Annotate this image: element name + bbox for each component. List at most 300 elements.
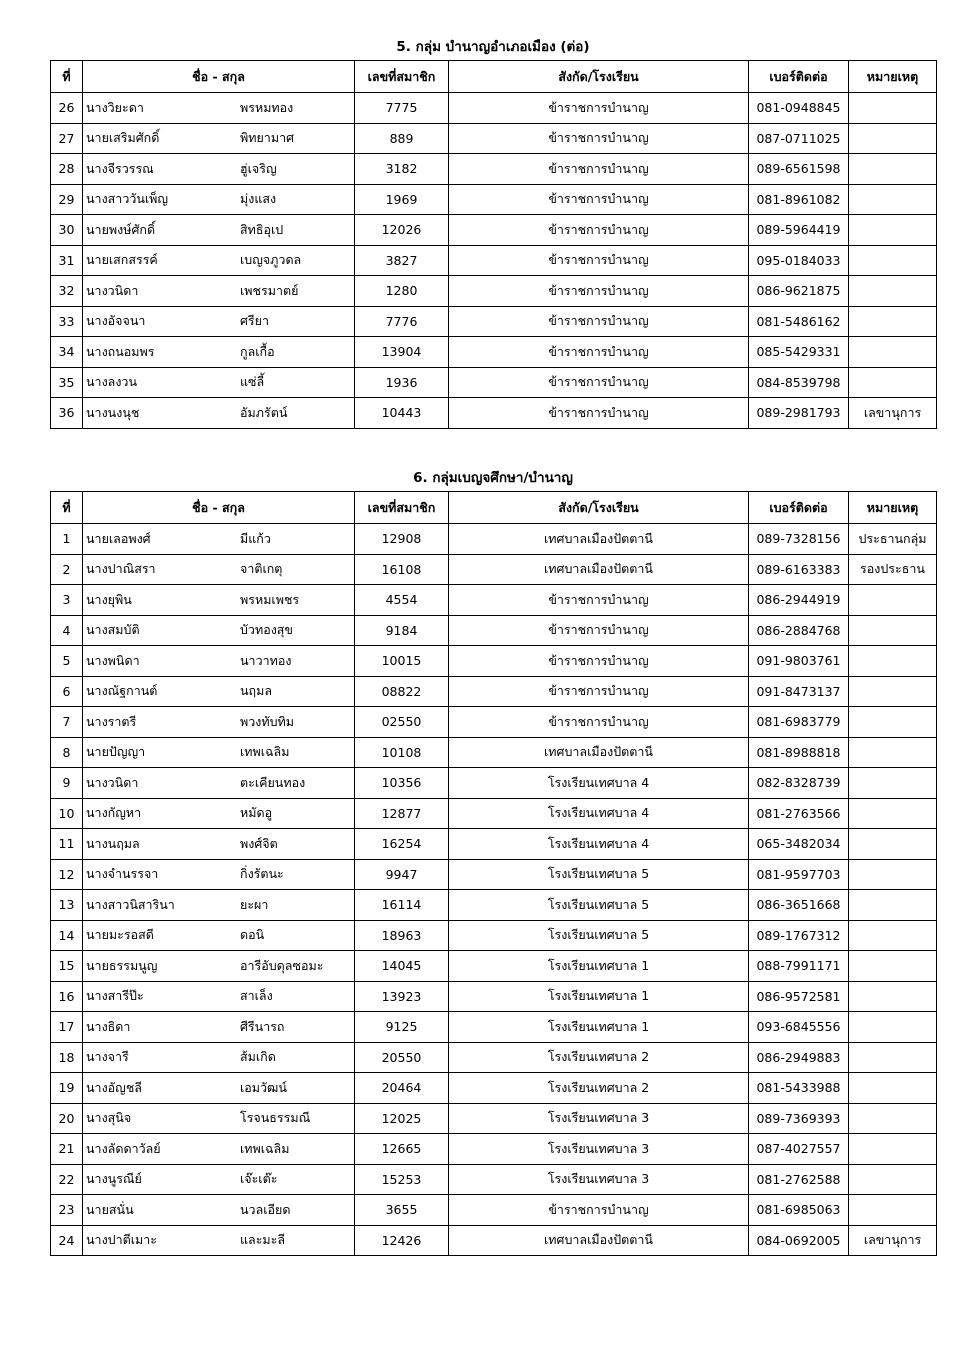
cell-name (83, 798, 355, 829)
first-name: นางสุนิจ (86, 1110, 132, 1126)
table-row (51, 920, 937, 951)
table-row (51, 215, 937, 246)
cell-note (849, 215, 937, 246)
cell-name (83, 1042, 355, 1073)
cell-note (849, 737, 937, 768)
cell-note (849, 829, 937, 860)
last-name: มีแก้ว (240, 530, 271, 546)
cell-no: 22 (51, 1164, 83, 1195)
cell-phone: 091-8473137 (749, 676, 849, 707)
cell-note (849, 1195, 937, 1226)
last-name: เอมวัฒน์ (240, 1079, 287, 1095)
first-name: นางอัจจนา (86, 313, 146, 329)
cell-no: 3 (51, 585, 83, 616)
cell-no: 9 (51, 768, 83, 799)
last-name: จาติเกตุ (240, 561, 283, 577)
last-name: อารีอับดุลซอมะ (240, 957, 324, 973)
first-name: นายสนั่น (86, 1201, 134, 1217)
cell-phone: 089-2981793 (749, 398, 849, 429)
cell-note (849, 1073, 937, 1104)
cell-affiliation: โรงเรียนเทศบาล 5 (449, 890, 749, 921)
cell-name (83, 585, 355, 616)
table-body (51, 524, 937, 1256)
cell-name (83, 215, 355, 246)
cell-affiliation: ข้าราชการบำนาญ (449, 123, 749, 154)
cell-note (849, 276, 937, 307)
cell-name (83, 1225, 355, 1256)
first-name: นางอัญชลี (86, 1079, 142, 1095)
cell-affiliation: โรงเรียนเทศบาล 4 (449, 798, 749, 829)
cell-name (83, 93, 355, 124)
cell-note (849, 123, 937, 154)
cell-note (849, 1042, 937, 1073)
cell-name (83, 554, 355, 585)
cell-name (83, 367, 355, 398)
header-member-id: เลขที่สมาชิก (355, 61, 449, 93)
cell-member-id: 15253 (355, 1164, 449, 1195)
cell-phone: 081-8988818 (749, 737, 849, 768)
cell-no: 16 (51, 981, 83, 1012)
cell-affiliation: ข้าราชการบำนาญ (449, 615, 749, 646)
cell-note (849, 981, 937, 1012)
cell-phone: 081-0948845 (749, 93, 849, 124)
header-name: ชื่อ - สกุล (83, 492, 355, 524)
cell-member-id: 20464 (355, 1073, 449, 1104)
member-table (50, 491, 937, 1256)
cell-no: 4 (51, 615, 83, 646)
cell-no: 23 (51, 1195, 83, 1226)
last-name: พิทยามาศ (240, 130, 295, 146)
first-name: นางพนิดา (86, 652, 140, 668)
cell-member-id: 16108 (355, 554, 449, 585)
cell-no: 7 (51, 707, 83, 738)
cell-phone: 081-6985063 (749, 1195, 849, 1226)
cell-phone: 089-5964419 (749, 215, 849, 246)
table-body (51, 93, 937, 429)
cell-name (83, 398, 355, 429)
cell-affiliation: ข้าราชการบำนาญ (449, 1195, 749, 1226)
first-name: นายมะรอสดี (86, 927, 154, 943)
last-name: พรหมเพชร (240, 591, 300, 607)
cell-member-id: 7776 (355, 306, 449, 337)
table-row (51, 585, 937, 616)
cell-member-id: 14045 (355, 951, 449, 982)
header-phone: เบอร์ติดต่อ (749, 492, 849, 524)
cell-member-id: 13904 (355, 337, 449, 368)
cell-note: เลขานุการ (849, 398, 937, 429)
last-name: กูลเกื้อ (240, 343, 275, 359)
cell-no: 27 (51, 123, 83, 154)
last-name: พวงทับทิม (240, 713, 295, 729)
cell-note (849, 337, 937, 368)
first-name: นางกัญหา (86, 805, 142, 821)
last-name: สิทธิอุเป (240, 221, 284, 237)
cell-name (83, 337, 355, 368)
cell-member-id: 889 (355, 123, 449, 154)
cell-name (83, 859, 355, 890)
cell-affiliation: ข้าราชการบำนาญ (449, 398, 749, 429)
cell-no: 6 (51, 676, 83, 707)
first-name: นางปาณิสรา (86, 561, 156, 577)
cell-affiliation: โรงเรียนเทศบาล 3 (449, 1134, 749, 1165)
first-name: นางลัดดาวัลย์ (86, 1140, 161, 1156)
cell-note (849, 798, 937, 829)
first-name: นางจารี (86, 1049, 129, 1065)
cell-name (83, 615, 355, 646)
table-row (51, 554, 937, 585)
cell-no: 31 (51, 245, 83, 276)
cell-affiliation: โรงเรียนเทศบาล 3 (449, 1164, 749, 1195)
cell-phone: 081-5433988 (749, 1073, 849, 1104)
table-row (51, 367, 937, 398)
cell-no: 18 (51, 1042, 83, 1073)
cell-affiliation: ข้าราชการบำนาญ (449, 337, 749, 368)
table-row (51, 768, 937, 799)
cell-note (849, 1134, 937, 1165)
cell-name (83, 920, 355, 951)
last-name: นาวาทอง (240, 652, 292, 668)
table-row (51, 829, 937, 860)
cell-affiliation: โรงเรียนเทศบาล 2 (449, 1042, 749, 1073)
cell-note (849, 920, 937, 951)
table-row (51, 1164, 937, 1195)
first-name: นายเสริมศักดิ์ (86, 130, 160, 146)
cell-no: 17 (51, 1012, 83, 1043)
table-row (51, 306, 937, 337)
cell-note (849, 859, 937, 890)
table-row (51, 1073, 937, 1104)
cell-name (83, 123, 355, 154)
cell-no: 11 (51, 829, 83, 860)
cell-affiliation: โรงเรียนเทศบาล 2 (449, 1073, 749, 1104)
cell-no: 26 (51, 93, 83, 124)
first-name: นางราตรี (86, 713, 137, 729)
header-affiliation: สังกัด/โรงเรียน (449, 61, 749, 93)
cell-name (83, 1195, 355, 1226)
cell-member-id: 1280 (355, 276, 449, 307)
cell-affiliation: ข้าราชการบำนาญ (449, 215, 749, 246)
cell-member-id: 12665 (355, 1134, 449, 1165)
cell-affiliation: ข้าราชการบำนาญ (449, 585, 749, 616)
cell-phone: 086-9572581 (749, 981, 849, 1012)
cell-phone: 081-5486162 (749, 306, 849, 337)
cell-phone: 087-0711025 (749, 123, 849, 154)
cell-name (83, 1073, 355, 1104)
table-row (51, 798, 937, 829)
cell-affiliation: ข้าราชการบำนาญ (449, 245, 749, 276)
cell-no: 14 (51, 920, 83, 951)
cell-no: 33 (51, 306, 83, 337)
last-name: บัวทองสุข (240, 622, 293, 638)
cell-name (83, 245, 355, 276)
cell-phone: 089-7369393 (749, 1103, 849, 1134)
cell-phone: 095-0184033 (749, 245, 849, 276)
cell-affiliation: โรงเรียนเทศบาล 4 (449, 829, 749, 860)
cell-phone: 065-3482034 (749, 829, 849, 860)
cell-member-id: 3827 (355, 245, 449, 276)
header-note: หมายเหตุ (849, 492, 937, 524)
cell-no: 21 (51, 1134, 83, 1165)
cell-affiliation: โรงเรียนเทศบาล 1 (449, 1012, 749, 1043)
cell-member-id: 10443 (355, 398, 449, 429)
table-header-row (51, 61, 937, 93)
section-group-6 (50, 466, 936, 1256)
cell-member-id: 7775 (355, 93, 449, 124)
table-row (51, 1134, 937, 1165)
cell-note (849, 93, 937, 124)
cell-name (83, 1012, 355, 1043)
table-row (51, 646, 937, 677)
last-name: กิ่งรัตนะ (240, 866, 284, 882)
cell-no: 15 (51, 951, 83, 982)
table-row (51, 859, 937, 890)
section-title: 5. กลุ่ม บำนาญอำเภอเมือง (ต่อ) (396, 39, 590, 55)
cell-name (83, 951, 355, 982)
cell-phone: 086-3651668 (749, 890, 849, 921)
cell-name (83, 524, 355, 555)
member-table (50, 60, 937, 429)
cell-note (849, 890, 937, 921)
first-name: นายเสกสรรค์ (86, 252, 158, 268)
table-row (51, 951, 937, 982)
first-name: นางสารีป๊ะ (86, 988, 144, 1004)
first-name: นางวนิดา (86, 774, 139, 790)
last-name: เพชรมาตย์ (240, 282, 299, 298)
cell-note (849, 367, 937, 398)
first-name: นางจีรวรรณ (86, 160, 154, 176)
table-row (51, 707, 937, 738)
first-name: นางวิยะดา (86, 99, 144, 115)
cell-affiliation: โรงเรียนเทศบาล 4 (449, 768, 749, 799)
cell-phone: 081-9597703 (749, 859, 849, 890)
cell-member-id: 4554 (355, 585, 449, 616)
table-row (51, 1103, 937, 1134)
table-row (51, 184, 937, 215)
cell-affiliation: เทศบาลเมืองปัตตานี (449, 554, 749, 585)
first-name: นายเลอพงศ์ (86, 530, 151, 546)
table-row (51, 737, 937, 768)
cell-no: 1 (51, 524, 83, 555)
cell-member-id: 9125 (355, 1012, 449, 1043)
cell-note (849, 585, 937, 616)
section-title: 6. กลุ่มเบญจศึกษา/บำนาญ (413, 470, 573, 486)
cell-name (83, 676, 355, 707)
cell-note (849, 768, 937, 799)
cell-note (849, 245, 937, 276)
cell-affiliation: เทศบาลเมืองปัตตานี (449, 1225, 749, 1256)
cell-affiliation: เทศบาลเมืองปัตตานี (449, 524, 749, 555)
cell-name (83, 1164, 355, 1195)
last-name: นฤมล (240, 683, 273, 699)
cell-member-id: 12877 (355, 798, 449, 829)
cell-member-id: 10356 (355, 768, 449, 799)
first-name: นายธรรมนูญ (86, 957, 158, 973)
section-group-5 (50, 35, 936, 429)
cell-no: 34 (51, 337, 83, 368)
cell-no: 36 (51, 398, 83, 429)
cell-affiliation: ข้าราชการบำนาญ (449, 306, 749, 337)
table-row (51, 398, 937, 429)
cell-no: 30 (51, 215, 83, 246)
table-row (51, 123, 937, 154)
last-name: เบญจภูวดล (240, 252, 302, 268)
cell-member-id: 10015 (355, 646, 449, 677)
first-name: นางนูรณีย์ (86, 1171, 142, 1187)
cell-affiliation: ข้าราชการบำนาญ (449, 276, 749, 307)
header-note: หมายเหตุ (849, 61, 937, 93)
cell-affiliation: โรงเรียนเทศบาล 1 (449, 951, 749, 982)
cell-affiliation: โรงเรียนเทศบาล 3 (449, 1103, 749, 1134)
cell-member-id: 18963 (355, 920, 449, 951)
cell-member-id: 1936 (355, 367, 449, 398)
table-row (51, 93, 937, 124)
table-row (51, 615, 937, 646)
last-name: เจ๊ะเต๊ะ (240, 1171, 278, 1187)
first-name: นางนฤมล (86, 835, 140, 851)
cell-member-id: 12908 (355, 524, 449, 555)
cell-phone: 089-6561598 (749, 154, 849, 185)
last-name: แซ่ลี้ (240, 374, 265, 390)
cell-name (83, 306, 355, 337)
cell-phone: 086-2949883 (749, 1042, 849, 1073)
last-name: ศรียา (240, 313, 269, 329)
cell-member-id: 16114 (355, 890, 449, 921)
last-name: ดอนิ (240, 927, 265, 943)
table-row (51, 890, 937, 921)
cell-no: 8 (51, 737, 83, 768)
last-name: เทพเฉลิม (240, 1140, 290, 1156)
first-name: นางยุพิน (86, 591, 132, 607)
cell-phone: 088-7991171 (749, 951, 849, 982)
header-affiliation: สังกัด/โรงเรียน (449, 492, 749, 524)
cell-affiliation: ข้าราชการบำนาญ (449, 707, 749, 738)
cell-name (83, 768, 355, 799)
cell-name (83, 646, 355, 677)
last-name: และมะลี (240, 1232, 286, 1248)
cell-note: ประธานกลุ่ม (849, 524, 937, 555)
cell-no: 20 (51, 1103, 83, 1134)
cell-note (849, 646, 937, 677)
cell-affiliation: ข้าราชการบำนาญ (449, 93, 749, 124)
cell-no: 2 (51, 554, 83, 585)
cell-affiliation: ข้าราชการบำนาญ (449, 184, 749, 215)
last-name: มุ่งแสง (240, 191, 277, 207)
first-name: นางถนอมพร (86, 343, 155, 359)
first-name: นางณัฐกานต์ (86, 683, 158, 699)
cell-note (849, 184, 937, 215)
cell-note (849, 154, 937, 185)
cell-name (83, 981, 355, 1012)
cell-phone: 085-5429331 (749, 337, 849, 368)
first-name: นางนงนุช (86, 404, 140, 420)
first-name: นางปาตีเมาะ (86, 1232, 157, 1248)
table-row (51, 245, 937, 276)
table-row (51, 981, 937, 1012)
table-row (51, 1042, 937, 1073)
cell-phone: 087-4027557 (749, 1134, 849, 1165)
last-name: ฮู่เจริญ (240, 160, 277, 176)
cell-note (849, 707, 937, 738)
cell-member-id: 08822 (355, 676, 449, 707)
table-row (51, 524, 937, 555)
last-name: สาเล็ง (240, 988, 273, 1004)
last-name: อัมภรัตน์ (240, 404, 288, 420)
cell-phone: 084-0692005 (749, 1225, 849, 1256)
table-row (51, 676, 937, 707)
cell-affiliation: เทศบาลเมืองปัตตานี (449, 737, 749, 768)
cell-no: 13 (51, 890, 83, 921)
cell-member-id: 3182 (355, 154, 449, 185)
cell-phone: 081-8961082 (749, 184, 849, 215)
first-name: นางสาววันเพ็ญ (86, 191, 169, 207)
table-header-row (51, 492, 937, 524)
cell-name (83, 1103, 355, 1134)
last-name: เทพเฉลิม (240, 744, 290, 760)
first-name: นางลงวน (86, 374, 137, 390)
cell-phone: 081-6983779 (749, 707, 849, 738)
cell-note: เลขานุการ (849, 1225, 937, 1256)
cell-phone: 081-2763566 (749, 798, 849, 829)
table-row (51, 337, 937, 368)
cell-phone: 084-8539798 (749, 367, 849, 398)
cell-member-id: 02550 (355, 707, 449, 738)
cell-note (849, 1012, 937, 1043)
last-name: พรหมทอง (240, 99, 294, 115)
last-name: ส้มเกิด (240, 1049, 276, 1065)
cell-name (83, 276, 355, 307)
cell-no: 24 (51, 1225, 83, 1256)
cell-affiliation: ข้าราชการบำนาญ (449, 646, 749, 677)
cell-affiliation: ข้าราชการบำนาญ (449, 154, 749, 185)
cell-phone: 086-2884768 (749, 615, 849, 646)
cell-note (849, 676, 937, 707)
cell-member-id: 12026 (355, 215, 449, 246)
cell-phone: 082-8328739 (749, 768, 849, 799)
cell-note (849, 951, 937, 982)
cell-phone: 081-2762588 (749, 1164, 849, 1195)
cell-phone: 093-6845556 (749, 1012, 849, 1043)
cell-member-id: 9184 (355, 615, 449, 646)
last-name: ยะผา (240, 896, 269, 912)
last-name: พงศ์จิต (240, 835, 278, 851)
cell-name (83, 1134, 355, 1165)
header-phone: เบอร์ติดต่อ (749, 61, 849, 93)
header-no: ที่ (51, 61, 83, 93)
cell-note (849, 615, 937, 646)
first-name: นางวนิดา (86, 282, 139, 298)
cell-name (83, 154, 355, 185)
cell-affiliation: โรงเรียนเทศบาล 5 (449, 920, 749, 951)
cell-name (83, 707, 355, 738)
cell-affiliation: ข้าราชการบำนาญ (449, 676, 749, 707)
cell-affiliation: โรงเรียนเทศบาล 1 (449, 981, 749, 1012)
cell-no: 12 (51, 859, 83, 890)
header-member-id: เลขที่สมาชิก (355, 492, 449, 524)
cell-note (849, 1164, 937, 1195)
cell-member-id: 10108 (355, 737, 449, 768)
first-name: นายพงษ์ศักดิ์ (86, 221, 156, 237)
header-no: ที่ (51, 492, 83, 524)
last-name: นวลเอียด (240, 1201, 291, 1217)
last-name: หมัดอู (240, 805, 273, 821)
table-row (51, 276, 937, 307)
last-name: ตะเคียนทอง (240, 774, 306, 790)
table-row (51, 154, 937, 185)
cell-affiliation: ข้าราชการบำนาญ (449, 367, 749, 398)
cell-name (83, 184, 355, 215)
table-row (51, 1012, 937, 1043)
cell-member-id: 12426 (355, 1225, 449, 1256)
